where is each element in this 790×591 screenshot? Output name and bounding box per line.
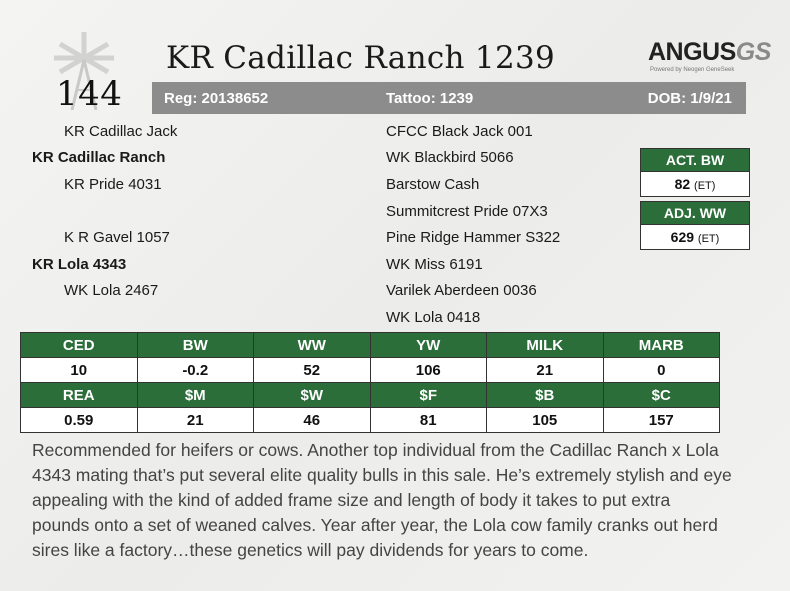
pedigree-ancestor: WK Miss 6191 <box>386 256 483 273</box>
epd-value-bw: -0.2 <box>137 358 254 383</box>
animal-name: KR Cadillac Ranch 1239 <box>166 40 556 76</box>
pedigree-ancestor: WK Blackbird 5066 <box>386 149 514 166</box>
pedigree-sire: KR Cadillac Ranch <box>32 149 166 166</box>
epd-header-ced: CED <box>21 333 138 358</box>
act-bw-note: (ET) <box>694 180 716 192</box>
index-value-b: 105 <box>487 408 604 433</box>
angus-gs-logo <box>648 38 771 78</box>
pedigree-ancestor: Pine Ridge Hammer S322 <box>386 229 561 246</box>
index-value-m: 21 <box>137 408 254 433</box>
pedigree-sire-sire: KR Cadillac Jack <box>64 123 178 140</box>
index-value-w: 46 <box>254 408 371 433</box>
index-header-m: $M <box>137 383 254 408</box>
pedigree-ancestor: Summitcrest Pride 07X3 <box>386 203 548 220</box>
epd-header-bw: BW <box>137 333 254 358</box>
epd-header-row <box>21 333 720 358</box>
adj-ww-value-cell <box>640 225 750 250</box>
epd-header-rea: REA <box>21 383 138 408</box>
lot-description: Recommended for heifers or cows. Another top individual from the Cadillac Ranch x Lola 4343 mating that’s put several elite quality bulls in this sale. He’s extremely stylish and eye appealing with the kind of added frame size and length of body it takes to put extra pounds onto a set of weaned calves. Year after year, the Lola cow family cranks out herd sires like a factory…these genetics will pay dividends for years to come. <box>32 440 732 560</box>
epd-value-yw: 106 <box>370 358 487 383</box>
pedigree-ancestor: Varilek Aberdeen 0036 <box>386 282 537 299</box>
epd-header-milk: MILK <box>487 333 604 358</box>
registration-number: Reg: 20138652 <box>164 89 269 107</box>
epd-header-yw: YW <box>370 333 487 358</box>
epd-value-milk: 21 <box>487 358 604 383</box>
epd-table <box>20 332 720 433</box>
epd-value-marb: 0 <box>603 358 720 383</box>
pedigree-ancestor: Barstow Cash <box>386 176 480 193</box>
adj-ww-label: ADJ. WW <box>640 201 750 225</box>
epd-header-marb: MARB <box>603 333 720 358</box>
brand-main <box>648 38 771 67</box>
date-of-birth: DOB: 1/9/21 <box>647 89 732 107</box>
actual-birth-weight-box <box>640 148 750 197</box>
act-bw-value-cell <box>640 172 750 197</box>
index-header-w: $W <box>254 383 371 408</box>
act-bw-value: 82 <box>674 176 691 192</box>
pedigree-dam-sire: K R Gavel 1057 <box>64 229 170 246</box>
pedigree-dam: KR Lola 4343 <box>32 256 127 273</box>
tattoo: Tattoo: 1239 <box>386 89 474 107</box>
index-value-c: 157 <box>603 408 720 433</box>
brand-suffix: GS <box>735 38 771 66</box>
epd-value-row <box>21 358 720 383</box>
registration-bar <box>152 82 746 114</box>
index-header-f: $F <box>370 383 487 408</box>
index-header-c: $C <box>603 383 720 408</box>
lot-number: 144 <box>56 74 123 114</box>
index-header-row <box>21 383 720 408</box>
index-value-f: 81 <box>370 408 487 433</box>
epd-value-ww: 52 <box>254 358 371 383</box>
act-bw-label: ACT. BW <box>640 148 750 172</box>
adj-ww-value: 629 <box>670 229 695 245</box>
adj-ww-note: (ET) <box>697 233 720 245</box>
adjusted-weaning-weight-box <box>640 201 750 250</box>
index-header-b: $B <box>487 383 604 408</box>
pedigree-ancestor: CFCC Black Jack 001 <box>386 123 533 140</box>
epd-value-rea: 0.59 <box>21 408 138 433</box>
brand-main-text: ANGUS <box>648 38 736 66</box>
pedigree-dam-dam: WK Lola 2467 <box>64 282 159 299</box>
index-value-row <box>21 408 720 433</box>
epd-header-ww: WW <box>254 333 371 358</box>
brand-sub: Powered by Neogen GeneSeek <box>650 67 735 73</box>
epd-value-ced: 10 <box>21 358 138 383</box>
pedigree-sire-dam: KR Pride 4031 <box>64 176 162 193</box>
pedigree-ancestor: WK Lola 0418 <box>386 309 481 326</box>
